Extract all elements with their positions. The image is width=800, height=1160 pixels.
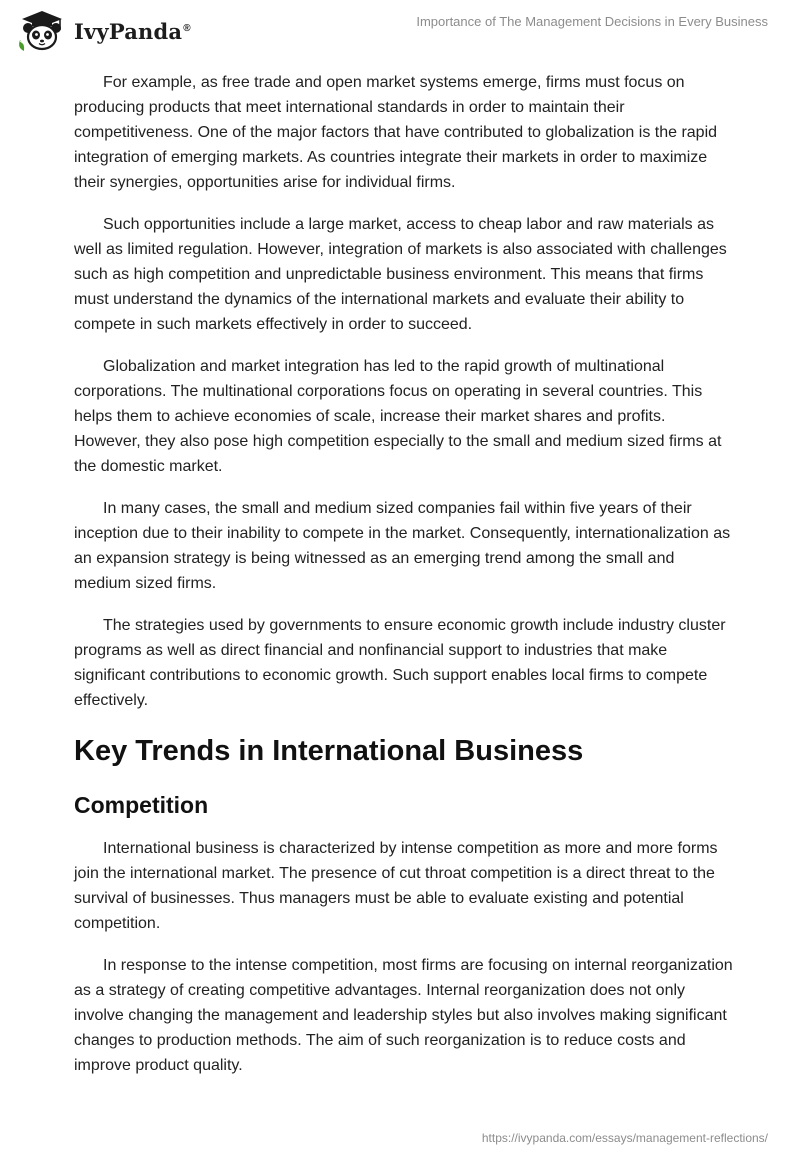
logo-wordmark: IvyPanda® (74, 18, 191, 44)
section-heading: Key Trends in International Business (74, 735, 584, 767)
paragraph: In response to the intense competition, most firms are focusing on internal reorganization as a strategy of creating competitive advantages. Internal reorganization does not only involve changing the management and leadership styles but also involves making significant changes to production methods. The aim of such reorganization is to reduce costs and improve product quality. (74, 957, 733, 1074)
page-header (0, 0, 800, 64)
paragraph: Such opportunities include a large market, access to cheap labor and raw materials as well as limited regulation. However, integration of markets is also associated with challenges such as high competition and unpredictable business environment. This means that firms must understand the dynamics of the international markets and evaluate their ability to compete in such markets effectively in order to succeed. (74, 216, 727, 333)
subsection-heading: Competition (74, 792, 209, 818)
document-title: Importance of The Management Decisions in Every Business (416, 14, 768, 29)
paragraph: The strategies used by governments to ensure economic growth include industry cluster programs as well as direct financial and nonfinancial support to industries that make significant contributions to economic growth. Such support enables local firms to compete effectively. (74, 617, 726, 709)
article-body (74, 70, 734, 1095)
paragraph: Globalization and market integration has led to the rapid growth of multinational corporations. The multinational corporations focus on operating in several countries. This helps them to achieve economies of scale, increase their market shares and profits. However, they also pose high competition especially to the small and medium sized firms at the domestic market. (74, 358, 722, 475)
source-url[interactable]: https://ivypanda.com/essays/management-reflections/ (481, 1131, 768, 1145)
paragraph: In many cases, the small and medium sized companies fail within five years of their inception due to their inability to compete in the market. Consequently, internationalization as an expansion strategy is being witnessed as an emerging trend among the small and medium sized firms. (74, 500, 731, 592)
paragraph: International business is characterized by intense competition as more and more forms join the international market. The presence of cut throat competition is a direct threat to the survival of businesses. Thus managers must be able to evaluate existing and potential competition. (74, 840, 718, 932)
paragraph: For example, as free trade and open market systems emerge, firms must focus on producing products that meet international standards in order to maintain their competitiveness. One of the major factors that have contributed to globalization is the rapid integration of emerging markets. As countries integrate their markets in order to maximize their synergies, opportunities arise for individual firms. (74, 74, 718, 191)
ivypanda-logo[interactable] (14, 8, 191, 52)
panda-graduate-icon (14, 8, 70, 52)
